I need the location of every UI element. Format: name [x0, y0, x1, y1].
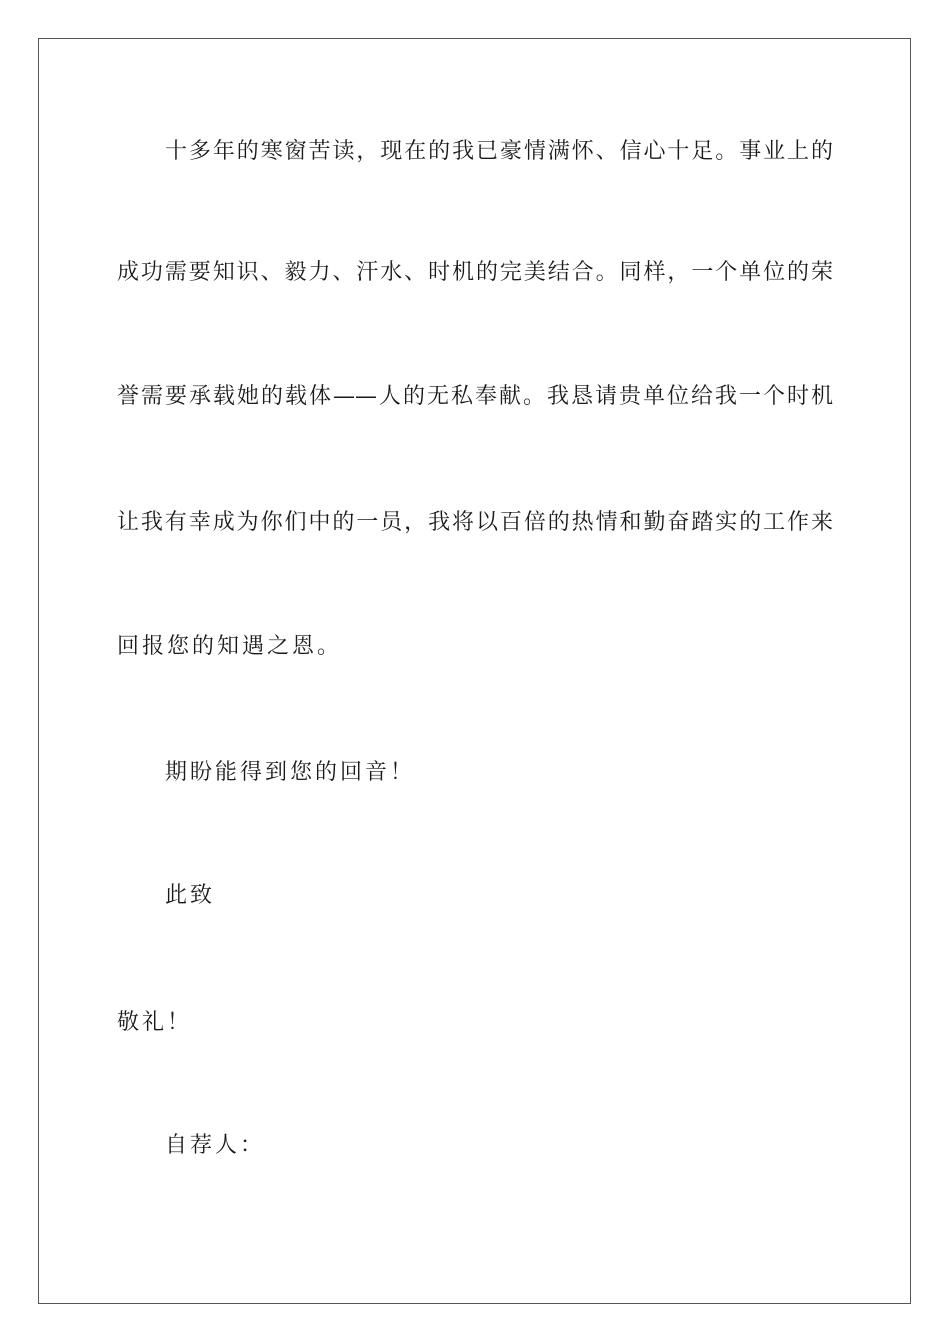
body-line-4: 让我有幸成为你们中的一员，我将以百倍的热情和勤奋踏实的工作来: [117, 510, 833, 535]
salutation-ci-zhi: 此致: [165, 883, 216, 908]
signature-label: 自荐人：: [165, 1133, 266, 1158]
page-border: [38, 38, 911, 1304]
closing-hope: 期盼能得到您的回音！: [165, 760, 416, 785]
body-line-3: 誉需要承载她的载体——人的无私奉献。我恳请贵单位给我一个时机: [117, 384, 833, 409]
salutation-jing-li: 敬礼！: [117, 1010, 193, 1035]
body-line-1: 十多年的寒窗苦读，现在的我已豪情满怀、信心十足。事业上的: [165, 139, 833, 164]
body-line-5: 回报您的知遇之恩。: [117, 634, 343, 659]
body-line-2: 成功需要知识、毅力、汗水、时机的完美结合。同样，一个单位的荣: [117, 260, 833, 285]
